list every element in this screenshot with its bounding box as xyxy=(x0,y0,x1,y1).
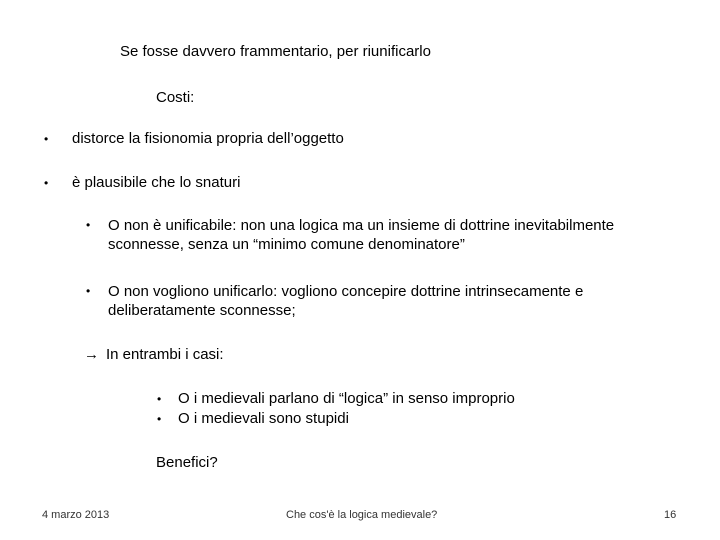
sub-point: O non è unificabile: non una logica ma un insieme di dottrine inevitabilmente sconnesse, senza un “minimo comune denominatore” xyxy=(108,217,615,253)
footer-title: Che cos'è la logica medievale? xyxy=(286,509,438,521)
costs-heading: Costi: xyxy=(156,89,195,106)
page-number: 16 xyxy=(664,509,677,521)
bullet-marker: • xyxy=(86,218,91,232)
bullet-marker: • xyxy=(157,412,162,426)
bullet-marker: • xyxy=(86,284,91,298)
sub-point: O non vogliono unificarlo: vogliono concepire dottrine intrinsecamente e deliberatamente sconnesse; xyxy=(108,283,584,319)
arrow-line: In entrambi i casi: xyxy=(106,346,224,363)
benefits-heading: Benefici? xyxy=(156,454,218,471)
bullet-marker: • xyxy=(44,176,49,190)
bullet-marker: • xyxy=(44,132,49,146)
case-item: O i medievali parlano di “logica” in senso improprio xyxy=(178,390,515,407)
arrow-right-icon: → xyxy=(84,346,99,363)
slide-title: Se fosse davvero frammentario, per riunificarlo xyxy=(120,43,431,60)
bullet-marker: • xyxy=(157,392,162,406)
footer-date: 4 marzo 2013 xyxy=(42,509,110,521)
cost-item: è plausibile che lo snaturi xyxy=(72,174,241,191)
cost-item: distorce la fisionomia propria dell’oggetto xyxy=(72,130,344,147)
case-item: O i medievali sono stupidi xyxy=(178,410,349,427)
